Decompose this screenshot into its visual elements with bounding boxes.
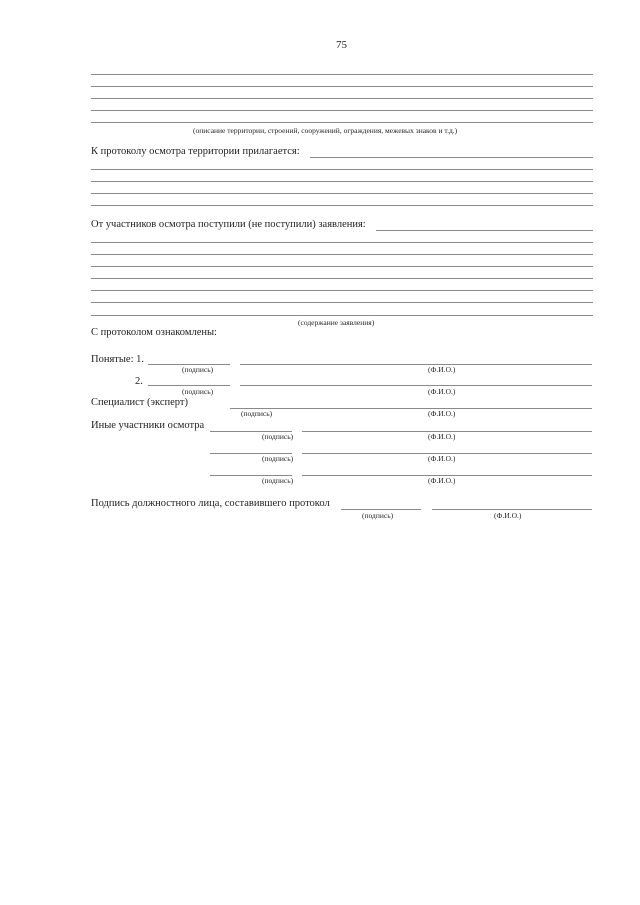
witness-2-name-line[interactable] bbox=[240, 385, 592, 386]
other-3-name-caption: (Ф.И.О.) bbox=[428, 476, 456, 485]
familiarized-label: С протоколом ознакомлены: bbox=[91, 327, 217, 338]
other-participants-label: Иные участники осмотра bbox=[91, 420, 205, 431]
official-name-caption: (Ф.И.О.) bbox=[494, 511, 522, 520]
witness-2-name-caption: (Ф.И.О.) bbox=[428, 387, 456, 396]
official-name-line[interactable] bbox=[432, 509, 592, 510]
witness-2-signature-caption: (подпись) bbox=[182, 387, 214, 396]
specialist-name-caption: (Ф.И.О.) bbox=[428, 409, 456, 418]
statements-caption: (содержание заявления) bbox=[298, 318, 375, 327]
specialist-signature-caption: (подпись) bbox=[241, 409, 273, 418]
witness-2-number: 2. bbox=[135, 376, 143, 387]
witness-1-signature-caption: (подпись) bbox=[182, 365, 214, 374]
statements-label: От участников осмотра поступили (не поступили) заявления: bbox=[91, 219, 366, 230]
witnesses-label: Понятые: 1. bbox=[91, 354, 145, 365]
official-signature-caption: (подпись) bbox=[362, 511, 394, 520]
other-1-signature-caption: (подпись) bbox=[262, 432, 294, 441]
witness-1-name-line[interactable] bbox=[240, 364, 592, 365]
official-label: Подпись должностного лица, составившего протокол bbox=[91, 498, 330, 509]
official-signature-line[interactable] bbox=[341, 509, 421, 510]
witness-2-signature-line[interactable] bbox=[148, 385, 230, 386]
territory-caption: (описание территории, строений, сооружений, ограждения, межевых знаков и т.д.) bbox=[193, 126, 458, 135]
other-2-name-caption: (Ф.И.О.) bbox=[428, 454, 456, 463]
page-number: 75 bbox=[336, 39, 347, 51]
other-1-name-caption: (Ф.И.О.) bbox=[428, 432, 456, 441]
specialist-label: Специалист (эксперт) bbox=[91, 397, 188, 408]
other-3-signature-caption: (подпись) bbox=[262, 476, 294, 485]
attachments-label: К протоколу осмотра территории прилагается: bbox=[91, 146, 300, 157]
witness-1-name-caption: (Ф.И.О.) bbox=[428, 365, 456, 374]
other-2-signature-caption: (подпись) bbox=[262, 454, 294, 463]
